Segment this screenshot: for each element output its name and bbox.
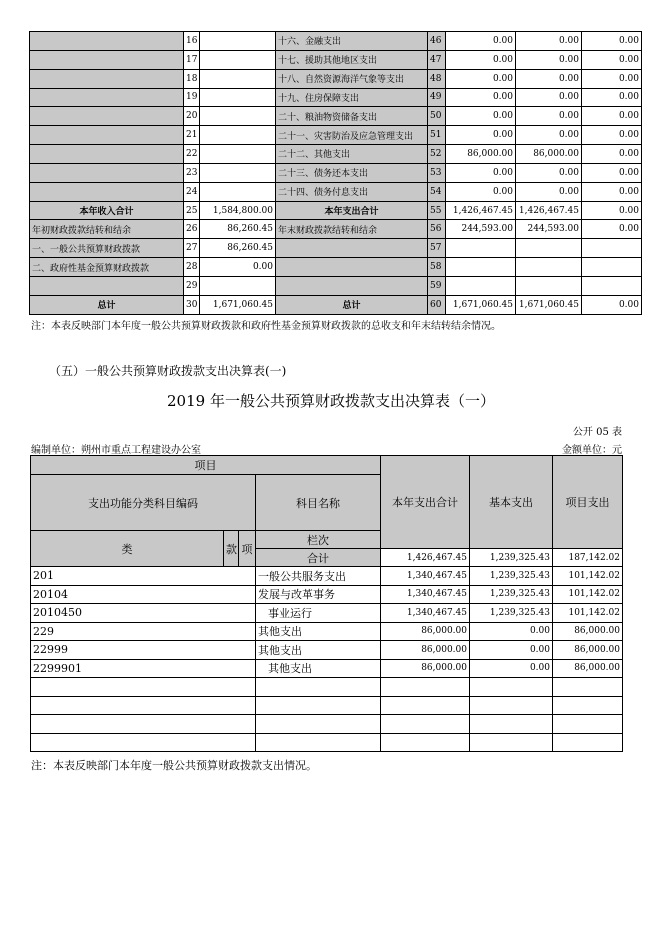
table-note: 注：本表反映部门本年度一般公共预算财政拨款支出情况。 bbox=[31, 759, 317, 772]
table-row: 22 二十二、其他支出 52 86,000.00 86,000.00 0.00 bbox=[30, 145, 642, 164]
empty-row bbox=[31, 678, 623, 697]
blank-row: 29 59 bbox=[30, 276, 642, 295]
compiling-unit: 编制单位：朔州市重点工程建设办公室 bbox=[31, 445, 201, 456]
table-row: 18 十八、自然资源海洋气象等支出 48 0.00 0.00 0.00 bbox=[30, 69, 642, 88]
table-row: 2299901 其他支出 86,000.00 0.00 86,000.00 bbox=[31, 659, 623, 678]
table-row: 24 二十四、债务付息支出 54 0.00 0.00 0.00 bbox=[30, 182, 642, 201]
table-row: 23 二十三、债务还本支出 53 0.00 0.00 0.00 bbox=[30, 163, 642, 182]
expenditure-table bbox=[30, 455, 623, 752]
section-heading: （五）一般公共预算财政拨款支出决算表(一) bbox=[49, 364, 287, 378]
table-row: 20 二十、粮油物资储备支出 50 0.00 0.00 0.00 bbox=[30, 107, 642, 126]
table-note: 注：本表反映部门本年度一般公共预算财政拨款和政府性基金预算财政拨款的总收支和年末结转结余情况。 bbox=[31, 321, 501, 332]
table-row: 201 一般公共服务支出 1,340,467.45 1,239,325.43 101,142.02 bbox=[31, 567, 623, 586]
grand-total-row: 总计 30 1,671,060.45 总计 60 1,671,060.45 1,671,060.45 0.00 bbox=[30, 295, 642, 314]
empty-row bbox=[31, 715, 623, 734]
general-budget-row: 一、一般公共预算财政拨款 27 86,260.45 57 bbox=[30, 239, 642, 258]
table-row: 22999 其他支出 86,000.00 0.00 86,000.00 bbox=[31, 641, 623, 660]
table-row: 19 十九、住房保障支出 49 0.00 0.00 0.00 bbox=[30, 88, 642, 107]
table-row: 17 十七、援助其他地区支出 47 0.00 0.00 0.00 bbox=[30, 50, 642, 69]
empty-row bbox=[31, 733, 623, 752]
income-expense-summary-table bbox=[29, 31, 642, 315]
table-row: 20104 发展与改革事务 1,340,467.45 1,239,325.43 101,142.02 bbox=[31, 585, 623, 604]
table-row: 229 其他支出 86,000.00 0.00 86,000.00 bbox=[31, 622, 623, 641]
carry-over-row: 年初财政拨款结转和结余 26 86,260.45 年末财政拨款结转和结余 56 244,593.00 244,593.00 0.00 bbox=[30, 220, 642, 239]
header-row: 项目 本年支出合计 基本支出 项目支出 bbox=[31, 456, 623, 475]
table-row: 2010450 事业运行 1,340,467.45 1,239,325.43 101,142.02 bbox=[31, 604, 623, 623]
table-row: 21 二十一、灾害防治及应急管理支出 51 0.00 0.00 0.00 bbox=[30, 126, 642, 145]
empty-row bbox=[31, 696, 623, 715]
table-row: 16 十六、金融支出 46 0.00 0.00 0.00 bbox=[30, 32, 642, 51]
page-title: 2019 年一般公共预算财政拨款支出决算表（一） bbox=[167, 392, 495, 410]
header-row: 类 款 项 栏次 bbox=[31, 531, 623, 549]
income-total-row: 本年收入合计 25 1,584,800.00 本年支出合计 55 1,426,467.45 1,426,467.45 0.00 bbox=[30, 201, 642, 220]
form-code: 公开 05 表 bbox=[572, 427, 622, 438]
header-row: 支出功能分类科目编码 科目名称 bbox=[31, 475, 623, 531]
fund-budget-row: 二、政府性基金预算财政拨款 28 0.00 58 bbox=[30, 258, 642, 277]
amount-unit: 金额单位：元 bbox=[562, 445, 622, 456]
sum-row: 合计 1,426,467.45 1,239,325.43 187,142.02 bbox=[31, 549, 623, 567]
